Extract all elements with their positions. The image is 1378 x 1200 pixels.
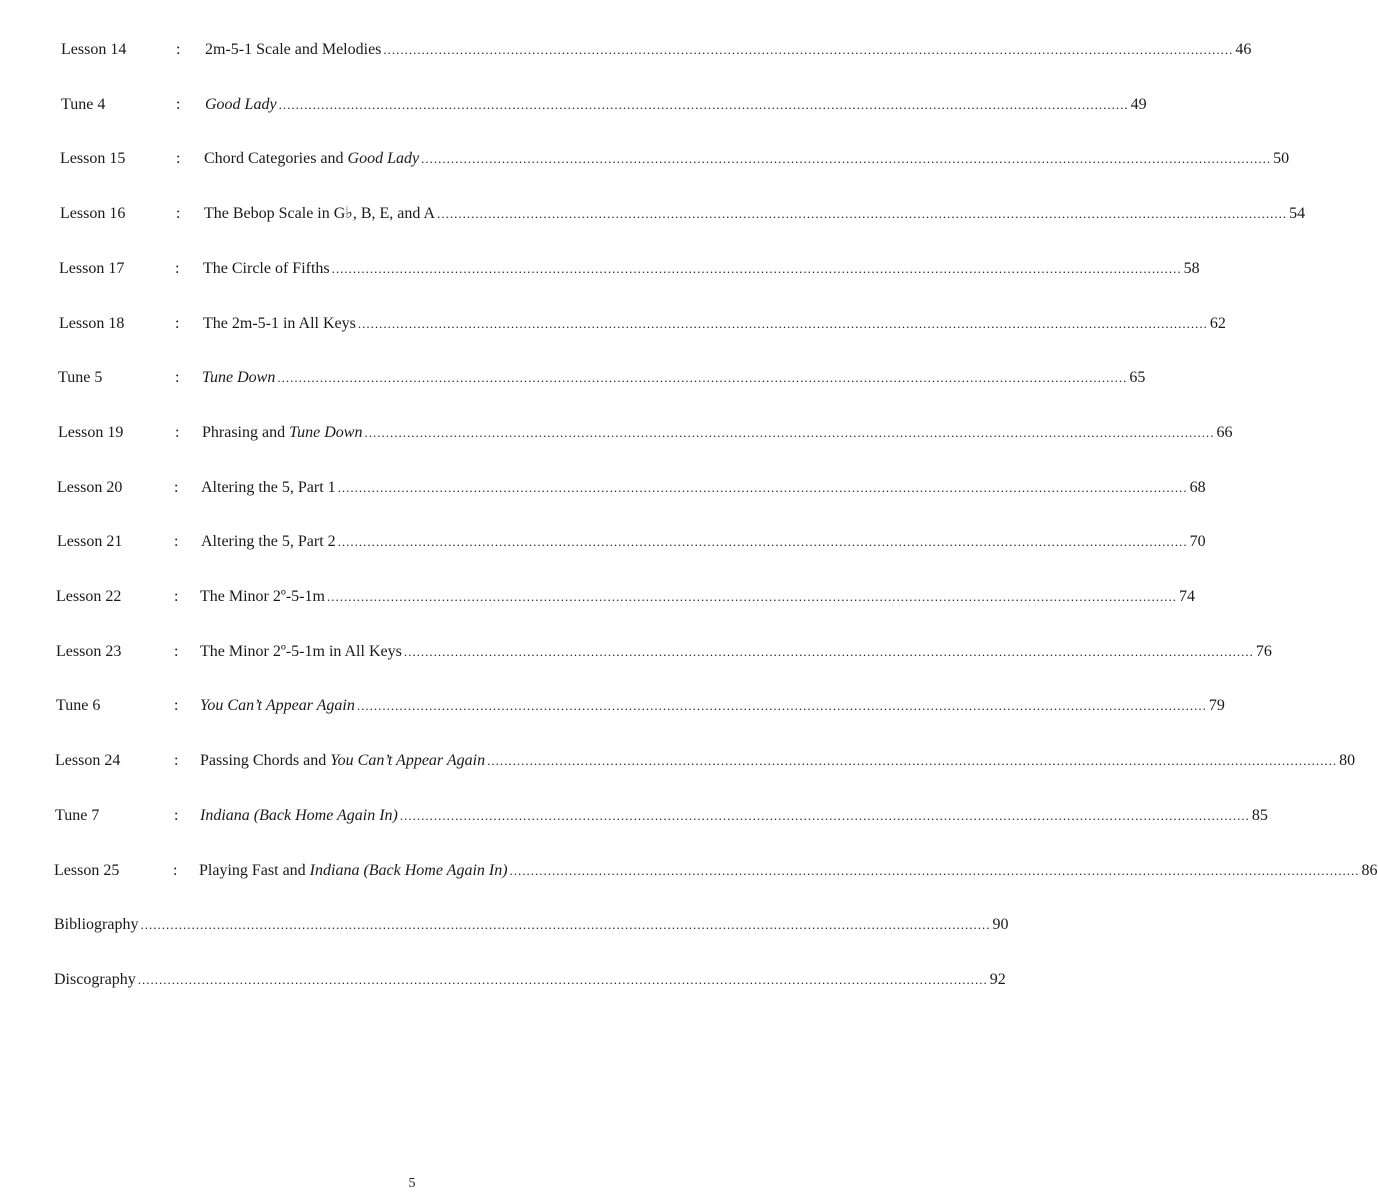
toc-entry-label: Lesson 19 (58, 424, 124, 441)
toc-entry-title-text: Phrasing and (202, 424, 290, 441)
toc-page-number: 90 (992, 916, 1009, 933)
toc-entry-title-text: Playing Fast and (199, 862, 310, 879)
toc-colon: : (175, 315, 180, 332)
dot-leader: ........................................................................................................................................................................................................ (421, 151, 1272, 166)
toc-colon: : (174, 533, 179, 550)
discography-row (0, 968, 1006, 992)
toc-entry-title (202, 421, 362, 445)
toc-entry-title-italic: Tune Down (289, 424, 363, 441)
toc-page-number: 49 (1130, 96, 1147, 113)
toc-entry-title-text: The Minor 2º-5-1m in All Keys (200, 643, 402, 660)
toc-entry-title (205, 93, 277, 117)
toc-entry-label: Tune 6 (56, 697, 101, 714)
toc-colon: : (175, 260, 180, 277)
toc-entry[interactable] (200, 804, 1268, 828)
toc-entry[interactable] (204, 202, 1306, 226)
toc-row (0, 530, 1206, 554)
toc-entry-title (200, 640, 402, 664)
toc-entry[interactable] (204, 147, 1290, 171)
dot-leader: ........................................................................................................................................................................................................ (337, 534, 1188, 549)
toc-entry-title-italic: Tune Down (202, 369, 276, 386)
toc-entry-title-text: Chord Categories and (204, 150, 348, 167)
toc-entry[interactable] (200, 585, 1195, 609)
toc-page-number: 79 (1208, 697, 1225, 714)
dot-leader: ........................................................................................................................................................................................................ (437, 206, 1288, 221)
toc-entry-title-text: The Bebop Scale in G♭, B, E, and A (204, 205, 436, 222)
toc-entry-label: Lesson 25 (54, 862, 120, 879)
toc-entry-title-text: The Circle of Fifths (203, 260, 330, 277)
toc-entry-label: Lesson 16 (60, 205, 126, 222)
toc-entry-label: Tune 4 (61, 96, 106, 113)
toc-entry-label: Lesson 15 (60, 150, 126, 167)
toc-row (0, 202, 1306, 226)
toc-row (0, 147, 1290, 171)
toc-entry-title-italic: Indiana (Back Home Again In) (309, 862, 508, 879)
toc-entry-label: Lesson 17 (59, 260, 125, 277)
dot-leader: ........................................................................................................................................................................................................ (277, 370, 1128, 385)
toc-row (0, 859, 1378, 883)
toc-colon: : (174, 697, 179, 714)
toc-row (0, 476, 1206, 500)
dot-leader: ........................................................................................................................................................................................................ (326, 589, 1177, 604)
toc-colon: : (174, 588, 179, 605)
toc-entry-title-text: Altering the 5, Part 2 (201, 533, 336, 550)
toc-entry-title (203, 257, 330, 281)
toc-colon: : (175, 424, 180, 441)
toc-entry[interactable] (54, 968, 1006, 992)
dot-leader: ........................................................................................................................................................................................................ (364, 425, 1215, 440)
toc-entry[interactable] (203, 312, 1226, 336)
toc-entry[interactable] (205, 93, 1147, 117)
toc-colon: : (174, 807, 179, 824)
toc-colon: : (173, 862, 178, 879)
toc-entry-title-text: The 2m-5-1 in All Keys (203, 315, 356, 332)
toc-colon: : (174, 752, 179, 769)
toc-entry[interactable] (200, 640, 1272, 664)
toc-entry-title-italic: Good Lady (347, 150, 420, 167)
toc-entry-title (201, 530, 336, 554)
toc-entry-label: Tune 5 (58, 369, 103, 386)
toc-entry-label: Lesson 23 (56, 643, 122, 660)
toc-entry-title (200, 804, 398, 828)
dot-leader: ........................................................................................................................................................................................................ (403, 644, 1254, 659)
toc-colon: : (176, 150, 181, 167)
toc-page-number: 76 (1255, 643, 1272, 660)
toc-page-number: 54 (1289, 205, 1306, 222)
toc-entry-label: Lesson 20 (57, 479, 123, 496)
dot-leader: ........................................................................................................................................................................................................ (383, 42, 1234, 57)
toc-row (0, 38, 1252, 62)
toc-entry[interactable] (201, 476, 1206, 500)
toc-colon: : (174, 643, 179, 660)
toc-entry-label: Tune 7 (55, 807, 100, 824)
toc-entry-title-text: The Minor 2º-5-1m (200, 588, 325, 605)
toc-colon: : (176, 96, 181, 113)
dot-leader: ........................................................................................................................................................................................................ (509, 863, 1360, 878)
toc-entry[interactable] (201, 530, 1206, 554)
toc-entry-title (202, 366, 275, 390)
toc-entry[interactable] (199, 859, 1378, 883)
page-number: 5 (408, 1176, 416, 1191)
toc-entry[interactable] (54, 913, 1009, 937)
toc-row (0, 640, 1272, 664)
toc-entry-label: Lesson 22 (56, 588, 122, 605)
toc-row (0, 694, 1225, 718)
toc-entry-title (203, 312, 356, 336)
toc-entry-title: Discography (54, 971, 136, 988)
toc-entry[interactable] (202, 366, 1146, 390)
dot-leader: ........................................................................................................................................................................................................ (399, 808, 1250, 823)
toc-entry-title (201, 476, 336, 500)
dot-leader: ........................................................................................................................................................................................................ (278, 97, 1129, 112)
toc-colon: : (176, 205, 181, 222)
toc-entry-label: Lesson 18 (59, 315, 125, 332)
toc-entry-title-italic: You Can’t Appear Again (330, 752, 486, 769)
toc-page-number: 70 (1189, 533, 1206, 550)
toc-entry-title (204, 147, 419, 171)
toc-page-number: 65 (1129, 369, 1146, 386)
toc-row (0, 257, 1200, 281)
toc-page-number: 46 (1235, 41, 1252, 58)
toc-page-number: 62 (1209, 315, 1226, 332)
toc-page-number: 86 (1361, 862, 1378, 879)
toc-row (0, 366, 1146, 390)
toc-row (0, 585, 1195, 609)
toc-entry[interactable] (200, 749, 1356, 773)
toc-entry-title (200, 694, 355, 718)
dot-leader: ........................................................................................................................................................................................................ (140, 917, 991, 932)
toc-entry-title-italic: Good Lady (205, 96, 277, 113)
toc-entry-title-text: Altering the 5, Part 1 (201, 479, 336, 496)
toc-row (0, 804, 1268, 828)
bibliography-row (0, 913, 1009, 937)
toc-page-number: 58 (1183, 260, 1200, 277)
toc-entry-title (200, 585, 325, 609)
dot-leader: ........................................................................................................................................................................................................ (487, 753, 1338, 768)
toc-entry[interactable] (205, 38, 1252, 62)
toc-page-number: 66 (1216, 424, 1233, 441)
toc-entry-label: Lesson 14 (61, 41, 127, 58)
toc-page-number: 92 (989, 971, 1006, 988)
toc-entry-title (200, 749, 485, 773)
toc-entry-label: Lesson 24 (55, 752, 121, 769)
toc-entry-title-italic: Indiana (Back Home Again In) (200, 807, 398, 824)
dot-leader: ........................................................................................................................................................................................................ (356, 698, 1207, 713)
toc-page-number: 85 (1251, 807, 1268, 824)
toc-colon: : (175, 369, 180, 386)
toc-entry-title: Bibliography (54, 916, 139, 933)
toc-entry-title (204, 202, 435, 226)
dot-leader: ........................................................................................................................................................................................................ (137, 972, 988, 987)
toc-row (0, 421, 1233, 445)
toc-entry-title-italic: You Can’t Appear Again (200, 697, 355, 714)
dot-leader: ........................................................................................................................................................................................................ (357, 316, 1208, 331)
toc-row (0, 749, 1356, 773)
toc-entry-title (205, 38, 381, 62)
toc-colon: : (176, 41, 181, 58)
toc-entry[interactable] (200, 694, 1225, 718)
toc-colon: : (174, 479, 179, 496)
toc-entry-title (199, 859, 508, 883)
toc-row (0, 312, 1226, 336)
toc-page-number: 68 (1189, 479, 1206, 496)
toc-entry-label: Lesson 21 (57, 533, 123, 550)
toc-entry[interactable] (202, 421, 1233, 445)
dot-leader: ........................................................................................................................................................................................................ (337, 480, 1188, 495)
toc-entry-title-text: 2m-5-1 Scale and Melodies (205, 41, 382, 58)
toc-entry-title-text: Passing Chords and (200, 752, 331, 769)
dot-leader: ........................................................................................................................................................................................................ (331, 261, 1182, 276)
toc-page-number: 74 (1178, 588, 1195, 605)
toc-page-number: 80 (1339, 752, 1356, 769)
toc-entry[interactable] (203, 257, 1200, 281)
toc-row (0, 93, 1147, 117)
toc-page-number: 50 (1273, 150, 1290, 167)
